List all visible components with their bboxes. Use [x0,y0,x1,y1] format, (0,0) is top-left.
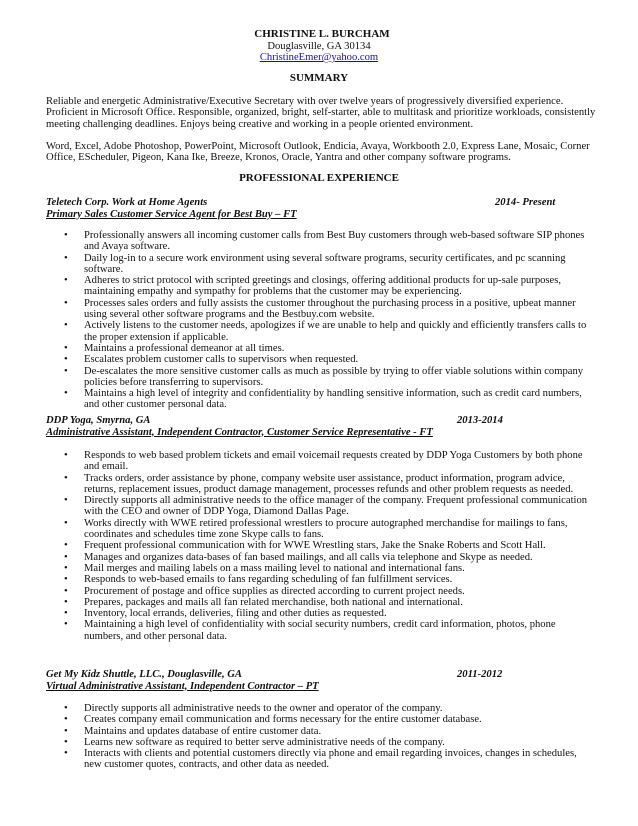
list-item: • Manages and organizes data-bases of fan based mailings, and all calls via telephone and Skype as needed. [46,552,594,563]
skills-paragraph: Word, Excel, Adobe Photoshop, PowerPoint, Microsoft Outlook, Endicia, Avaya, Workbooth 2.0, Express Lane, Mosaic, Corner Office, EScheduler, Pigeon, Kana Ike, Breeze, Kronos, Oracle, Yantra and other company software programs. [46,141,590,164]
list-item: • Maintains a high level of integrity and confidentiality by handling sensitive information, such as credit card numbers, and other customer personal data. [46,388,594,411]
list-item: • Daily log-in to a secure work environment using several software programs, security certificates, and pc scanning software. [46,253,594,276]
experience-heading: PROFESSIONAL EXPERIENCE [239,172,399,184]
list-item: • Procurement of postage and office supplies as directed according to current project needs. [46,586,594,597]
list-item: • Maintains a professional demeanor at all times. [46,343,594,354]
job-duties-list-ddp-yoga [46,450,594,642]
list-item: • Processes sales orders and fully assists the customer throughout the purchasing process in a positive, upbeat manner using several other software programs and the Bestbuy.com website. [46,298,594,321]
list-item: • Actively listens to the customer needs, apologizes if we are unable to help and quickly and efficiently transfers calls to the proper extension if applicable. [46,320,594,343]
job-dates: 2013-2014 [457,415,503,426]
list-item: • Maintains and updates database of entire customer data. [46,726,594,737]
job-header-ddp-yoga [46,415,606,438]
list-item: • Learns new software as required to better serve administrative needs of the company. [46,737,594,748]
list-item: • Works directly with WWE retired professional wrestlers to procure autographed merchandise for mailings to fans, coordinates and schedules time zone Skype calls to fans. [46,518,594,541]
candidate-name: CHRISTINE L. BURCHAM [254,28,390,40]
candidate-address: Douglasville, GA 30134 [267,40,371,52]
job-title: Primary Sales Customer Service Agent for Best Buy – FT [46,208,297,220]
list-item: • Adheres to strict protocol with scripted greetings and closings, offering additional products for up-sale purposes, maintaining empathy and sympathy for problems that the customer may be experiencing. [46,275,594,298]
job-dates: 2011-2012 [457,669,503,680]
candidate-email-link[interactable]: ChristineEmer@yahoo.com [259,52,379,63]
list-item: • Maintaining a high level of confidentiality with social security numbers, credit card information, photos, phone numbers, and other personal data. [46,619,594,642]
company-name: Get My Kidz Shuttle, LLC., Douglasville, GA [46,669,242,680]
list-item: • Directly supports all administrative needs to the owner and operator of the company. [46,703,594,714]
summary-heading: SUMMARY [289,72,349,84]
job-header-teletech [46,197,606,220]
list-item: • Mail merges and mailing labels on a mass mailing level to national and international fans. [46,563,594,574]
list-item: • Prepares, packages and mails all fan related merchandise, both national and international. [46,597,594,608]
job-title: Administrative Assistant, Independent Contractor, Customer Service Representative - FT [46,426,433,438]
list-item: • Creates company email communication and forms necessary for the entire customer database. [46,714,594,725]
list-item: • Directly supports all administrative needs to the office manager of the company. Frequent professional communication with the CEO and owner of DDP Yoga, Diamond Dallas Page. [46,495,594,518]
list-item: • Professionally answers all incoming customer calls from Best Buy customers through web-based software SIP phones and Avaya software. [46,230,594,253]
job-title: Virtual Administrative Assistant, Independent Contractor – PT [46,680,319,692]
summary-paragraph: Reliable and energetic Administrative/Executive Secretary with over twelve years of progressively diversified experience. Proficient in Microsoft Office. Responsible, organized, bright, self-starter, able to multitask and prioritize workloads, consistently meeting challenging deadlines. Enjoys being creative and working in a people oriented environment. [46,96,596,130]
resume-header [0,29,638,64]
list-item: • Tracks orders, order assistance by phone, company website user assistance, product information, program advice, returns, replacement issues, product damage management, processes refunds and other problem requests as needed. [46,473,594,496]
list-item: • Responds to web-based emails to fans regarding scheduling of fan fulfillment services. [46,574,594,585]
job-duties-list-teletech [46,230,594,411]
list-item: • De-escalates the more sensitive customer calls as much as possible by trying to offer viable solutions within company policies before transferring to supervisors. [46,366,594,389]
list-item: • Interacts with clients and potential customers directly via phone and email regarding invoices, changes in schedules, new customer quotes, contracts, and other data as needed. [46,748,594,771]
list-item: • Frequent professional communication with for WWE Wrestling stars, Jake the Snake Roberts and Scott Hall. [46,540,594,551]
job-duties-list-get-my-kidz [46,703,594,771]
job-header-get-my-kidz [46,669,606,692]
job-dates: 2014- Present [495,197,556,208]
list-item: • Responds to web based problem tickets and email voicemail requests created by DDP Yoga Customers by both phone and email. [46,450,594,473]
list-item: • Escalates problem customer calls to supervisors when requested. [46,354,594,365]
company-name: DDP Yoga, Smyrna, GA [46,415,151,426]
company-name: Teletech Corp. Work at Home Agents [46,197,208,208]
list-item: • Inventory, local errands, deliveries, filing and other duties as requested. [46,608,594,619]
